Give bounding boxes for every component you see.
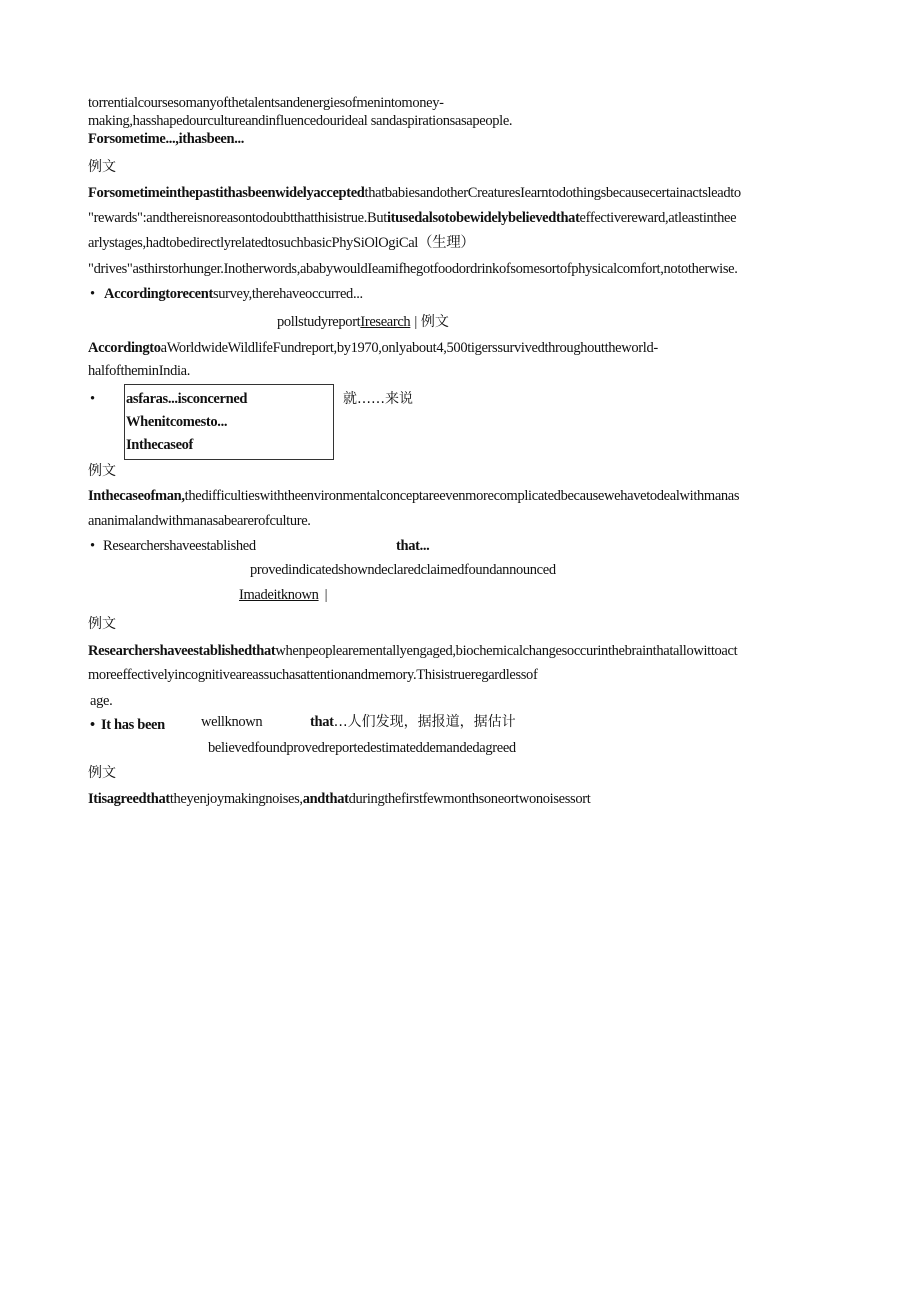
alternatives-text: pollstudyreport [277, 314, 361, 330]
bullet-3-alternatives-2 [239, 586, 327, 604]
example-5-line-1 [88, 790, 590, 808]
example-3-line-2: ananimalandwithmanasabearerofculture. [88, 513, 311, 529]
example-text: duringthefirstfewmonthsoneortwonoisessort [348, 791, 591, 807]
heading-for-some-time: Forsometime...,ithasbeen... [88, 131, 245, 147]
example-label-4: 例文 [88, 616, 116, 632]
phrase-as-far-as: asfaras...isconcerned [126, 391, 248, 407]
example-4-line-3: age. [90, 693, 113, 709]
bullet-4-alternatives: believedfoundprovedreportedestimateddemandedagreed [208, 740, 516, 756]
example-1-line-1 [88, 184, 741, 202]
key-phrase: Itisagreedthat [88, 791, 170, 807]
bullet-1-pattern [104, 285, 363, 303]
key-phrase: itusedalsotobewidelybelievedthat [386, 210, 580, 226]
example-label-3: 例文 [88, 463, 116, 479]
example-text: "rewards":andthereisnoreasontodoubtthatthisistrue.But [88, 210, 387, 226]
key-phrase: Forsometimeinthepastithasbeenwidelyaccepted [88, 185, 365, 201]
that-word: that [310, 714, 334, 730]
separator: | [324, 587, 328, 603]
bullet-dot: • [90, 286, 95, 302]
example-text: aWorldwideWildlifeFundreport,by1970,onlyabout4,500tigerssurvivedthroughouttheworld- [160, 340, 658, 356]
example-inline-label: 例文 [420, 314, 449, 330]
example-1-line-3: arlystages,hadtobedirectlyrelatedtosuchbasicPhySiOlOgiCal（生理） [88, 235, 475, 251]
example-4-line-2: moreeffectivelyincognitiveareassuchasattentionandmemory.Thisistrueregardlessof [88, 667, 538, 683]
example-label-5: 例文 [88, 765, 116, 781]
example-text: effectivereward,atleastinthee [579, 210, 737, 226]
example-3-line-1 [88, 487, 739, 505]
bullet-4-meaning: …人们发现，据报道，据估计 [333, 714, 516, 730]
example-text: theyenjoymakingnoises, [169, 791, 303, 807]
example-1-line-4: "drives"asthirstorhunger.Inotherwords,ababywouldIeamifhegotfoodordrinkofsomesortofphysicalcomfort,nototherwise. [88, 261, 738, 277]
example-text: whenpeoplearementallyengaged,biochemicalchangesoccurinthebrainthatallowittoact [275, 643, 738, 659]
key-phrase: Inthecaseofman, [88, 488, 185, 504]
bullet-3-pattern: Researchershaveestablished [103, 538, 256, 554]
key-phrase: Researchershaveestablishedthat [88, 643, 276, 659]
alternatives-underlined: Iresearch [360, 314, 411, 330]
bullet-dot: • [90, 717, 95, 733]
bullet-4-that [310, 713, 516, 731]
example-label-1: 例文 [88, 159, 116, 175]
phrase-meaning: 就……来说 [343, 391, 413, 407]
phrase-in-the-case: Inthecaseof [126, 437, 194, 453]
text-line-1: torrentialcoursesomanyofthetalentsandenergiesofmenintomoney- [88, 95, 444, 111]
alternatives-underlined: Imadeitknown [239, 587, 319, 603]
bullet-dot: • [90, 538, 95, 554]
bullet-1-alternatives [277, 313, 449, 331]
key-phrase: Accordingtorecent [104, 286, 213, 302]
bullet-3-that: that... [396, 538, 430, 554]
key-phrase: Accordingto [88, 340, 161, 356]
text-line-2: making,hasshapedourcultureandinfluencedourideal sandaspirationsasapeople. [88, 113, 513, 129]
key-phrase: andthat [302, 791, 349, 807]
bullet-3-alternatives: provedindicatedshowndeclaredclaimedfoundannounced [250, 562, 556, 578]
example-4-line-1 [88, 642, 737, 660]
bullet-4-word: wellknown [201, 714, 263, 730]
example-1-line-2 [88, 209, 736, 227]
example-2-line-2: halfoftheminIndia. [88, 363, 191, 379]
bullet-dot: • [90, 391, 95, 407]
separator: | [414, 314, 417, 330]
example-2-line-1 [88, 339, 658, 357]
phrase-when-it-comes: Whenitcomesto... [126, 414, 228, 430]
example-text: thatbabiesandotherCreaturesIearntodothingsbecausecertainactsleadto [364, 185, 741, 201]
pattern-text: survey,therehaveoccurred... [212, 286, 363, 302]
bullet-4-pattern: It has been [101, 717, 165, 733]
example-text: thedifficultieswiththeenvironmentalconceptareevenmorecomplicatedbecausewehavetodealwithmanas [184, 488, 740, 504]
